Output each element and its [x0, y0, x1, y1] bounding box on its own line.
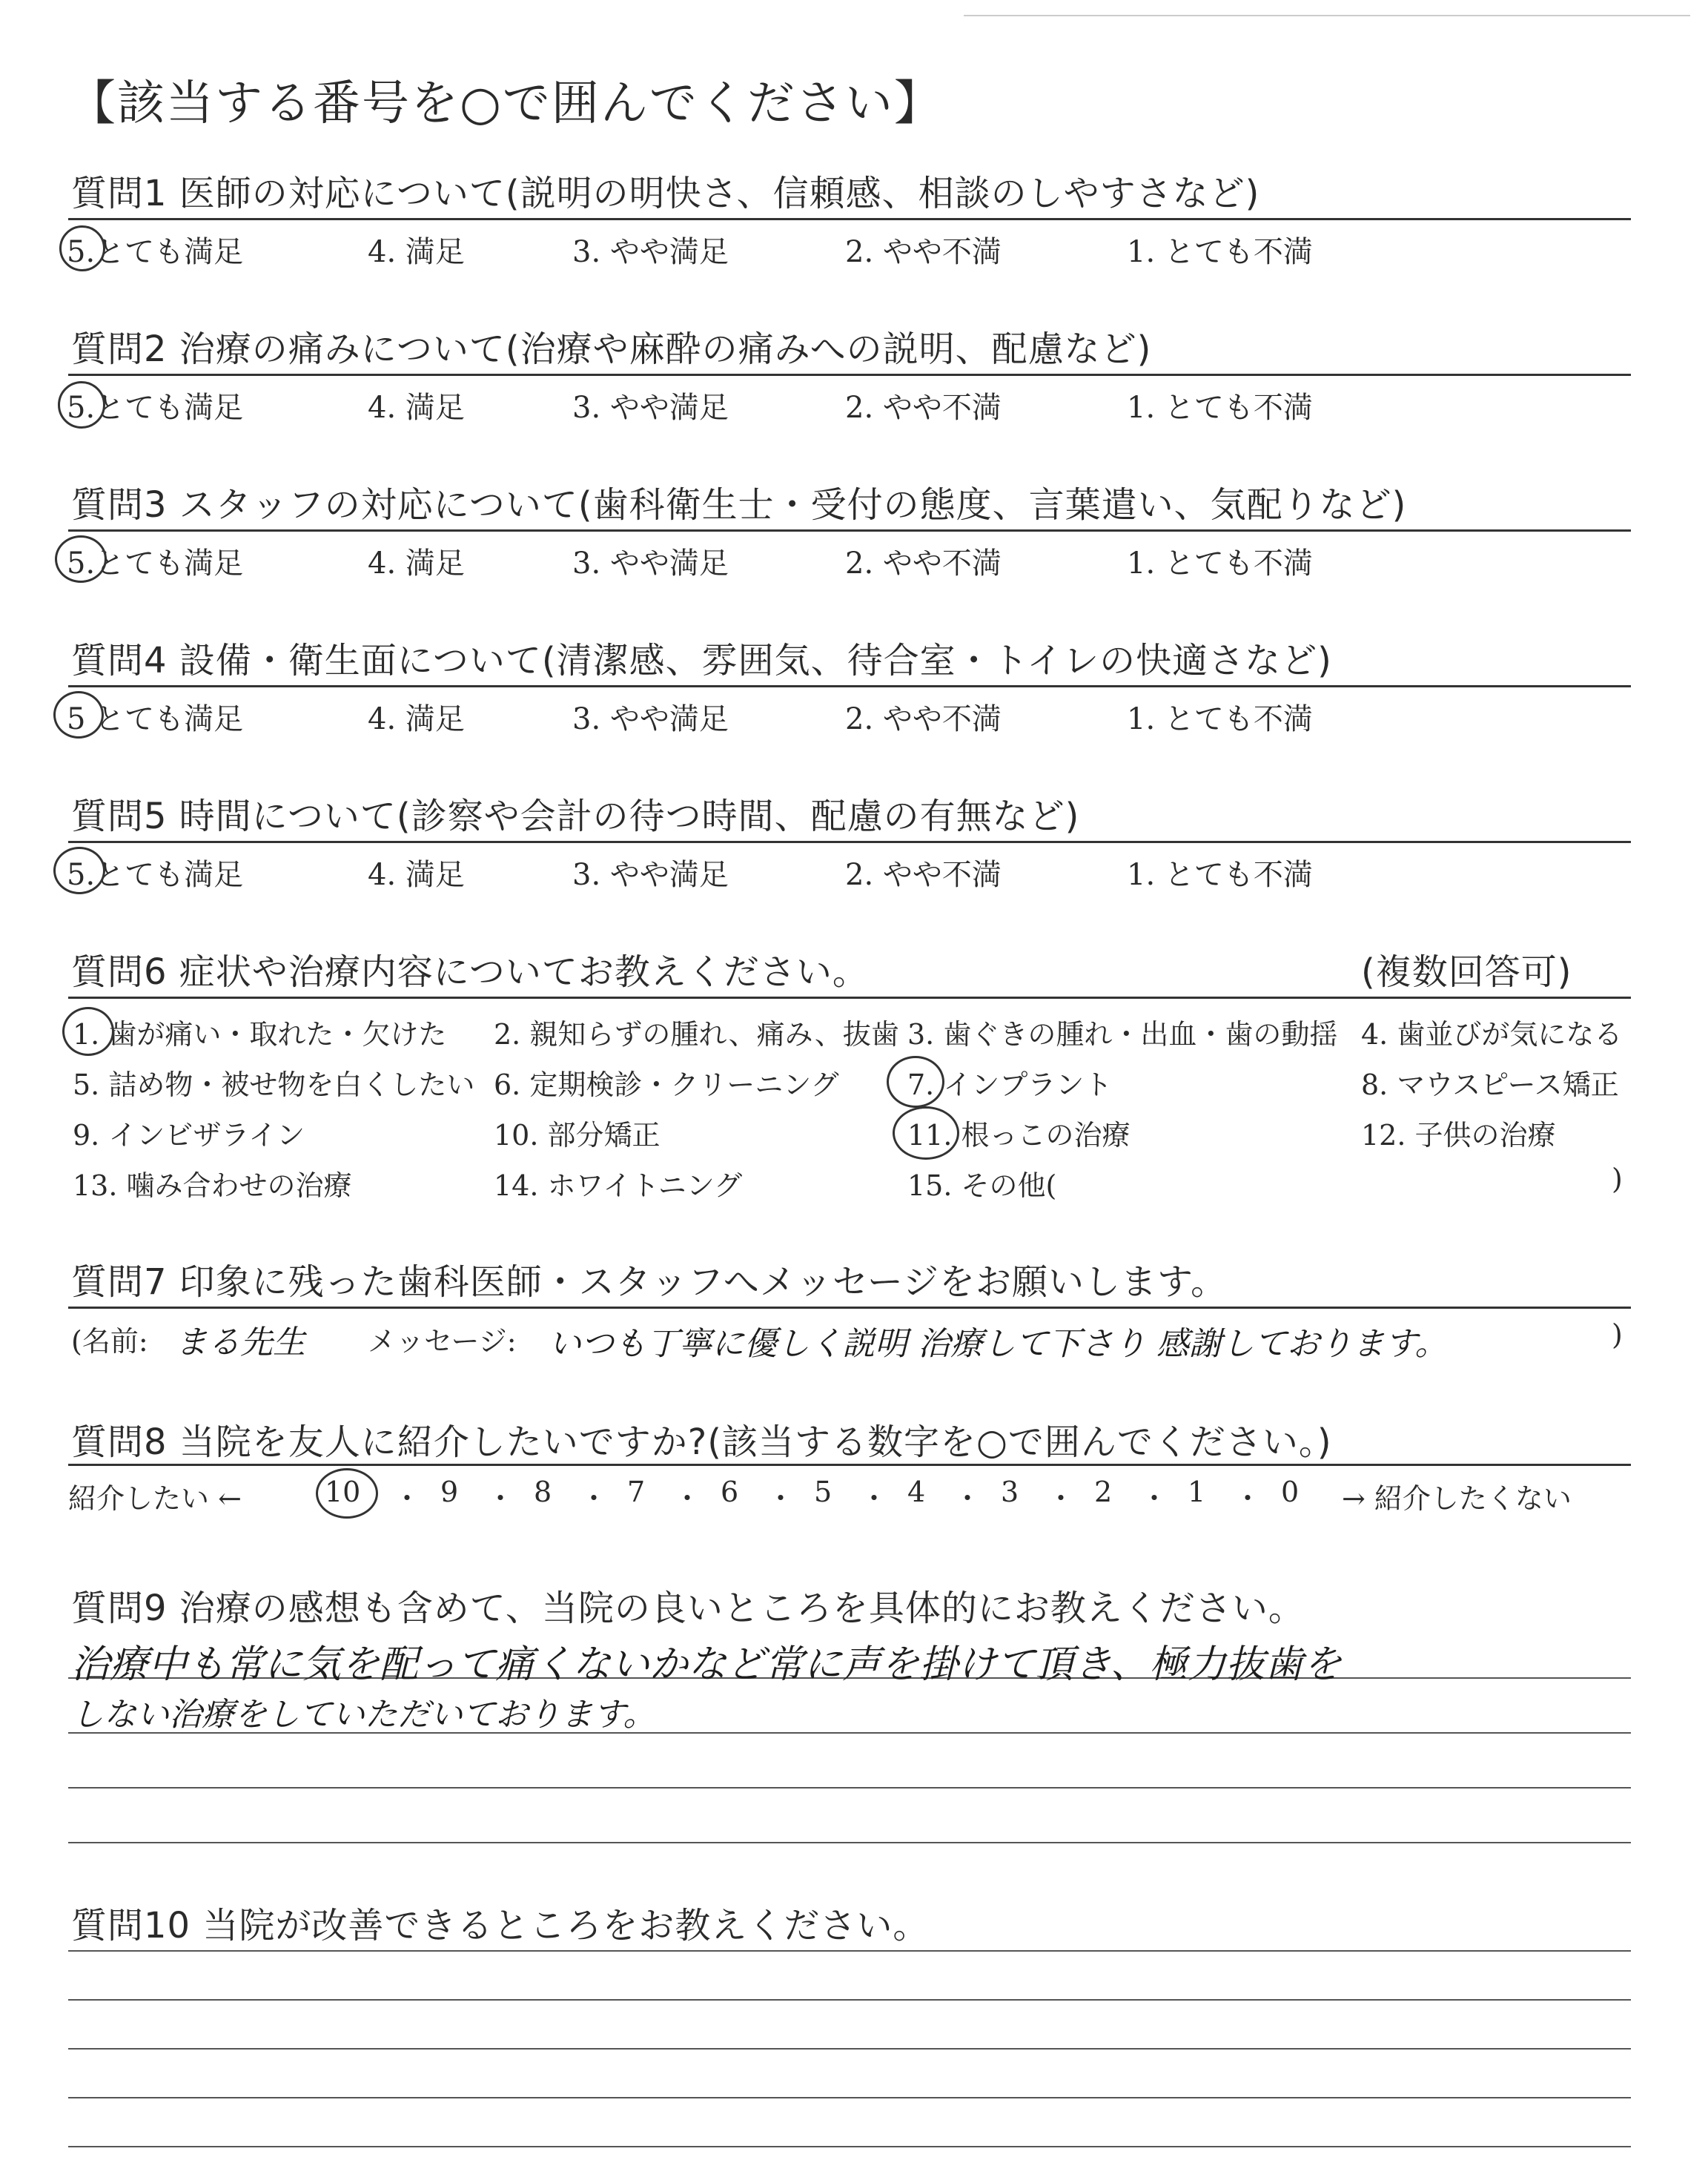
- q1-rule: [68, 218, 1631, 220]
- q2-option-2[interactable]: 2. やや不満: [845, 391, 1002, 425]
- q8-scale-2[interactable]: 2: [1094, 1476, 1113, 1508]
- q1-title: 質問1 医師の対応について(説明の明快さ、信頼感、相談のしやすさなど): [71, 173, 1260, 214]
- q5-option-5[interactable]: 5.とても満足: [67, 858, 244, 892]
- q3-option-5[interactable]: 5.とても満足: [67, 546, 244, 581]
- q6-option-7-circle: [887, 1056, 944, 1108]
- q5-option-2[interactable]: 2. やや不満: [845, 858, 1002, 892]
- q8-right-label: → 紹介したくない: [1342, 1482, 1572, 1515]
- q1-option-1[interactable]: 1. とても不満: [1127, 235, 1313, 269]
- q1-option-2[interactable]: 2. やや不満: [845, 235, 1002, 269]
- q1-option-5[interactable]: 5.とても満足: [67, 235, 244, 269]
- q1-option-3[interactable]: 3. やや満足: [572, 235, 729, 269]
- q8-scale-6[interactable]: 6: [721, 1476, 739, 1508]
- q8-dot: ・: [767, 1482, 795, 1515]
- q8-dot: ・: [953, 1482, 982, 1515]
- q6-option-7[interactable]: 7. インプラント: [907, 1069, 1113, 1101]
- q8-dot: ・: [1140, 1482, 1169, 1515]
- q6-option-6[interactable]: 6. 定期検診・クリーニング: [494, 1069, 839, 1101]
- q6-option-11[interactable]: 11. 根っこの治療: [907, 1119, 1131, 1152]
- q6-option-15[interactable]: 15. その他(: [907, 1169, 1057, 1202]
- q1-selected-circle: [59, 225, 105, 271]
- q3-rule: [68, 529, 1631, 532]
- q5-option-4[interactable]: 4. 満足: [368, 858, 465, 892]
- q3-option-4[interactable]: 4. 満足: [368, 546, 465, 581]
- scan-edge-line: [964, 15, 1690, 16]
- q8-rule: [68, 1464, 1631, 1466]
- q8-dot: ・: [580, 1482, 609, 1515]
- q5-selected-circle: [53, 847, 105, 894]
- q8-dot: ・: [1234, 1482, 1262, 1515]
- q6-title: 質問6 症状や治療内容についてお教えください。: [71, 951, 869, 993]
- q10-answer-line: [68, 1950, 1631, 1952]
- q4-option-1[interactable]: 1. とても不満: [1127, 702, 1313, 736]
- q4-option-3[interactable]: 3. やや満足: [572, 702, 729, 736]
- q4-rule: [68, 685, 1631, 687]
- q10-answer-line: [68, 2048, 1631, 2050]
- q6-option-1[interactable]: 1. 歯が痛い・取れた・欠けた: [73, 1018, 447, 1051]
- q10-title: 質問10 当院が改善できるところをお教えください。: [71, 1905, 930, 1946]
- q8-dot: ・: [393, 1482, 422, 1515]
- q2-option-1[interactable]: 1. とても不満: [1127, 391, 1313, 425]
- q4-option-4[interactable]: 4. 満足: [368, 702, 465, 736]
- q8-dot: ・: [673, 1482, 702, 1515]
- q1-option-4[interactable]: 4. 満足: [368, 235, 465, 269]
- q7-name-label: (名前:: [71, 1325, 148, 1358]
- q6-option-10[interactable]: 10. 部分矯正: [494, 1119, 661, 1152]
- q7-rule: [68, 1307, 1631, 1309]
- q6-multiple-note: (複数回答可): [1361, 951, 1572, 993]
- q9-answer-handwritten-line2[interactable]: しない治療をしていただいております。: [71, 1696, 656, 1734]
- q2-option-5[interactable]: 5.とても満足: [67, 391, 244, 425]
- q2-option-3[interactable]: 3. やや満足: [572, 391, 729, 425]
- q6-option-4[interactable]: 4. 歯並びが気になる: [1361, 1018, 1623, 1051]
- q6-option-8[interactable]: 8. マウスピース矯正: [1361, 1069, 1619, 1101]
- q8-scale-10[interactable]: 10: [325, 1476, 361, 1508]
- q8-scale-8[interactable]: 8: [534, 1476, 552, 1508]
- q2-rule: [68, 374, 1631, 376]
- q9-title: 質問9 治療の感想も含めて、当院の良いところを具体的にお教えください。: [71, 1588, 1305, 1629]
- q10-answer-line: [68, 2097, 1631, 2098]
- q8-dot: ・: [1047, 1482, 1076, 1515]
- q8-scale-4[interactable]: 4: [907, 1476, 926, 1508]
- q6-option-9[interactable]: 9. インビザライン: [73, 1119, 305, 1152]
- q8-dot: ・: [486, 1482, 515, 1515]
- q8-dot: ・: [860, 1482, 889, 1515]
- q6-option-2[interactable]: 2. 親知らずの腫れ、痛み、抜歯: [494, 1018, 899, 1051]
- q4-selected-circle: [53, 691, 104, 739]
- q8-scale-5[interactable]: 5: [814, 1476, 833, 1508]
- q7-close-paren: ): [1612, 1318, 1623, 1351]
- q10-answer-line: [68, 1999, 1631, 2001]
- q2-selected-circle: [58, 381, 105, 429]
- q8-scale-3[interactable]: 3: [1001, 1476, 1019, 1508]
- q8-selected-circle: [316, 1468, 378, 1519]
- q5-option-1[interactable]: 1. とても不満: [1127, 858, 1313, 892]
- q9-answer-line: [68, 1787, 1631, 1789]
- q8-left-label: 紹介したい ←: [68, 1482, 242, 1515]
- q9-answer-line: [68, 1842, 1631, 1843]
- q6-option-13[interactable]: 13. 噛み合わせの治療: [73, 1169, 352, 1202]
- q3-selected-circle: [55, 535, 107, 583]
- q6-option-11-circle: [893, 1106, 959, 1160]
- q3-option-2[interactable]: 2. やや不満: [845, 546, 1002, 581]
- q7-title: 質問7 印象に残った歯科医師・スタッフへメッセージをお願いします。: [71, 1261, 1228, 1303]
- q4-option-5[interactable]: 5 とても満足: [67, 702, 244, 736]
- q7-name-handwritten[interactable]: まる先生: [175, 1324, 305, 1361]
- q5-title: 質問5 時間について(診察や会計の待つ時間、配慮の有無など): [71, 796, 1080, 837]
- q5-option-3[interactable]: 3. やや満足: [572, 858, 729, 892]
- q7-message-handwritten[interactable]: いつも丁寧に優しく説明 治療して下さり 感謝しております。: [549, 1325, 1448, 1363]
- q3-option-1[interactable]: 1. とても不満: [1127, 546, 1313, 581]
- q2-option-4[interactable]: 4. 満足: [368, 391, 465, 425]
- q4-title: 質問4 設備・衛生面について(清潔感、雰囲気、待合室・トイレの快適さなど): [71, 640, 1332, 681]
- q6-option-3[interactable]: 3. 歯ぐきの腫れ・出血・歯の動揺: [907, 1018, 1338, 1051]
- q8-scale-1[interactable]: 1: [1188, 1476, 1206, 1508]
- q6-option-1-circle: [62, 1007, 114, 1056]
- q10-answer-line: [68, 2146, 1631, 2147]
- instruction-heading: 【該当する番号を○で囲んでください】: [68, 76, 943, 131]
- q6-rule: [68, 997, 1631, 999]
- q9-answer-handwritten-line1[interactable]: 治療中も常に気を配って痛くないかなど常に声を掛けて頂き、極力抜歯を: [71, 1642, 1342, 1687]
- q5-rule: [68, 841, 1631, 843]
- q6-option-5[interactable]: 5. 詰め物・被せ物を白くしたい: [73, 1069, 475, 1101]
- q8-scale-9[interactable]: 9: [440, 1476, 459, 1508]
- q3-option-3[interactable]: 3. やや満足: [572, 546, 729, 581]
- q6-option-14[interactable]: 14. ホワイトニング: [494, 1169, 743, 1202]
- q6-option-12[interactable]: 12. 子供の治療: [1361, 1119, 1556, 1152]
- q7-message-label: メッセージ:: [368, 1325, 517, 1358]
- q8-scale-7[interactable]: 7: [627, 1476, 646, 1508]
- q8-scale-0[interactable]: 0: [1281, 1476, 1300, 1508]
- q6-option-15-close: ): [1612, 1163, 1623, 1195]
- q4-option-2[interactable]: 2. やや不満: [845, 702, 1002, 736]
- q3-title: 質問3 スタッフの対応について(歯科衛生士・受付の態度、言葉遣い、気配りなど): [71, 484, 1407, 526]
- q2-title: 質問2 治療の痛みについて(治療や麻酔の痛みへの説明、配慮など): [71, 328, 1152, 370]
- q8-title: 質問8 当院を友人に紹介したいですか?(該当する数字を○で囲んでください。): [71, 1421, 1332, 1463]
